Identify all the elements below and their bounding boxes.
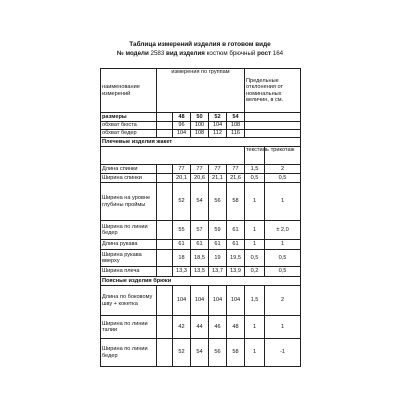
base-row-value: 100 xyxy=(191,122,209,130)
jacket-row-textile-tol: 0,2 xyxy=(245,267,265,277)
trousers-row-name: Ширина по линии талии xyxy=(101,316,157,339)
base-row-value: 112 xyxy=(209,130,227,138)
trousers-row-textile-tol: 1 xyxy=(245,316,265,339)
jacket-row xyxy=(101,174,301,183)
jacket-row-value: 13,7 xyxy=(209,267,227,277)
jacket-row-textile-tol: 1,5 xyxy=(245,165,265,174)
trousers-row-name: Ширина по линии бедер xyxy=(101,339,157,367)
jacket-row-value: 52 xyxy=(173,183,191,221)
jacket-row-value: 77 xyxy=(209,165,227,174)
base-row-value: 108 xyxy=(227,122,245,130)
trousers-row-value: 52 xyxy=(173,339,191,367)
trousers-row-value: 46 xyxy=(209,316,227,339)
jacket-row-value: 77 xyxy=(191,165,209,174)
jacket-row-knit-tol: 0,5 xyxy=(265,250,301,267)
type-value: костюм брючный xyxy=(206,50,256,57)
base-row-value: 96 xyxy=(173,122,191,130)
jacket-row xyxy=(101,221,301,240)
measurement-sheet xyxy=(96,40,304,396)
jacket-row-value: 13,3 xyxy=(173,267,191,277)
jacket-row-value: 13,5 xyxy=(191,267,209,277)
header-row xyxy=(101,69,301,113)
jacket-row-value: 19,5 xyxy=(227,250,245,267)
height-label: рост xyxy=(257,50,272,57)
jacket-row-knit-tol: 2 xyxy=(265,165,301,174)
jacket-row-knit-tol: 1 xyxy=(265,183,301,221)
trousers-section-row xyxy=(101,277,301,286)
jacket-row-value: 13,9 xyxy=(227,267,245,277)
doc-subtitle xyxy=(96,49,304,58)
header-groups-cell: измерения по группам xyxy=(157,69,245,113)
trousers-row-value: 104 xyxy=(173,286,191,316)
jacket-row-value: 61 xyxy=(191,240,209,250)
doc-title: Таблица измерений изделия в готовом виде xyxy=(129,41,271,48)
jacket-row-value: 21,6 xyxy=(227,174,245,183)
jacket-row-value: 61 xyxy=(173,240,191,250)
jacket-row-value: 77 xyxy=(173,165,191,174)
trousers-row-textile-tol: 1 xyxy=(245,339,265,367)
trousers-row-value: 104 xyxy=(209,286,227,316)
jacket-row-value: 61 xyxy=(209,240,227,250)
trousers-row-knit-tol: 2 xyxy=(265,286,301,316)
model-label: № модели xyxy=(116,50,149,57)
jacket-row xyxy=(101,250,301,267)
trousers-row-textile-tol: 1,5 xyxy=(245,286,265,316)
jacket-row-value: 59 xyxy=(209,221,227,240)
jacket-row-value: 20,1 xyxy=(173,174,191,183)
jacket-row-textile-tol: 1 xyxy=(245,240,265,250)
trousers-row-knit-tol: 1 xyxy=(265,316,301,339)
base-row-name: обхват бюста xyxy=(101,122,157,130)
type-label: вид изделия xyxy=(166,50,205,57)
base-row xyxy=(101,122,301,130)
trousers-row-value: 104 xyxy=(227,286,245,316)
trousers-section-title: Поясные изделия брюки xyxy=(101,277,301,286)
knit-col-label: трикотаж xyxy=(265,147,301,165)
trousers-row-value: 48 xyxy=(227,316,245,339)
jacket-row xyxy=(101,165,301,174)
jacket-row-value: 58 xyxy=(227,183,245,221)
base-row-name: обхват бедер xyxy=(101,130,157,138)
jacket-row-knit-tol: 1 xyxy=(265,240,301,250)
jacket-row-knit-tol: 0,5 xyxy=(265,174,301,183)
jacket-row-knit-tol: ± 2,0 xyxy=(265,221,301,240)
trousers-row-value: 54 xyxy=(191,339,209,367)
trousers-row-name: Длина по боковому шву + кокетка xyxy=(101,286,157,316)
jacket-row-name: Ширина рукава вверху xyxy=(101,250,157,267)
jacket-row-value: 18 xyxy=(173,250,191,267)
trousers-row-value: 58 xyxy=(227,339,245,367)
trousers-row-value: 42 xyxy=(173,316,191,339)
size-value: 48 xyxy=(173,113,191,122)
header-name-cell: наименование измерений xyxy=(101,69,157,113)
jacket-row-value: 19 xyxy=(209,250,227,267)
jacket-row-name: Ширина на уровне глубины проймы xyxy=(101,183,157,221)
jacket-row-name: Ширина плеча xyxy=(101,267,157,277)
jacket-section-title: Плечевые изделия жакет xyxy=(101,138,301,147)
jacket-row-value: 54 xyxy=(191,183,209,221)
size-value: 50 xyxy=(191,113,209,122)
jacket-row xyxy=(101,183,301,221)
jacket-row xyxy=(101,267,301,277)
model-number: 2583 xyxy=(150,50,165,57)
jacket-row-name: Длина рукава xyxy=(101,240,157,250)
jacket-row-textile-tol: 0,5 xyxy=(245,250,265,267)
jacket-columns-row xyxy=(101,147,301,165)
jacket-row-value: 61 xyxy=(227,221,245,240)
jacket-row-name: Длина спинки xyxy=(101,165,157,174)
height-value: 164 xyxy=(272,50,284,57)
jacket-row-value: 77 xyxy=(227,165,245,174)
trousers-row xyxy=(101,316,301,339)
jacket-row-value: 57 xyxy=(191,221,209,240)
base-row-value: 104 xyxy=(209,122,227,130)
size-value: 52 xyxy=(209,113,227,122)
jacket-row-value: 56 xyxy=(209,183,227,221)
trousers-row-value: 56 xyxy=(209,339,227,367)
jacket-row-value: 18,5 xyxy=(191,250,209,267)
jacket-row-knit-tol: 0,5 xyxy=(265,267,301,277)
jacket-row-textile-tol: 1 xyxy=(245,183,265,221)
size-value: 54 xyxy=(227,113,245,122)
jacket-row-name: Ширина по линии бедер xyxy=(101,221,157,240)
jacket-row-textile-tol: 1 xyxy=(245,221,265,240)
jacket-row-value: 55 xyxy=(173,221,191,240)
jacket-row-value: 20,6 xyxy=(191,174,209,183)
jacket-row-value: 21,1 xyxy=(209,174,227,183)
base-row-value: 116 xyxy=(227,130,245,138)
trousers-row-knit-tol: -1 xyxy=(265,339,301,367)
trousers-row xyxy=(101,339,301,367)
jacket-section-row xyxy=(101,138,301,147)
jacket-row-value: 61 xyxy=(227,240,245,250)
jacket-row xyxy=(101,240,301,250)
trousers-row-value: 104 xyxy=(191,286,209,316)
jacket-row-name: Ширина спинки xyxy=(101,174,157,183)
textile-col-label: текстиль xyxy=(245,147,265,165)
header-tolerance-cell: Предельные отклонения от номинальных величин, в см. xyxy=(245,69,301,113)
base-row-value: 108 xyxy=(191,130,209,138)
trousers-row-value: 44 xyxy=(191,316,209,339)
base-row-value: 104 xyxy=(173,130,191,138)
jacket-row-textile-tol: 0,5 xyxy=(245,174,265,183)
sizes-label: размеры xyxy=(101,113,157,122)
sizes-row xyxy=(101,113,301,122)
measurement-table xyxy=(100,68,301,367)
trousers-row xyxy=(101,286,301,316)
base-row xyxy=(101,130,301,138)
